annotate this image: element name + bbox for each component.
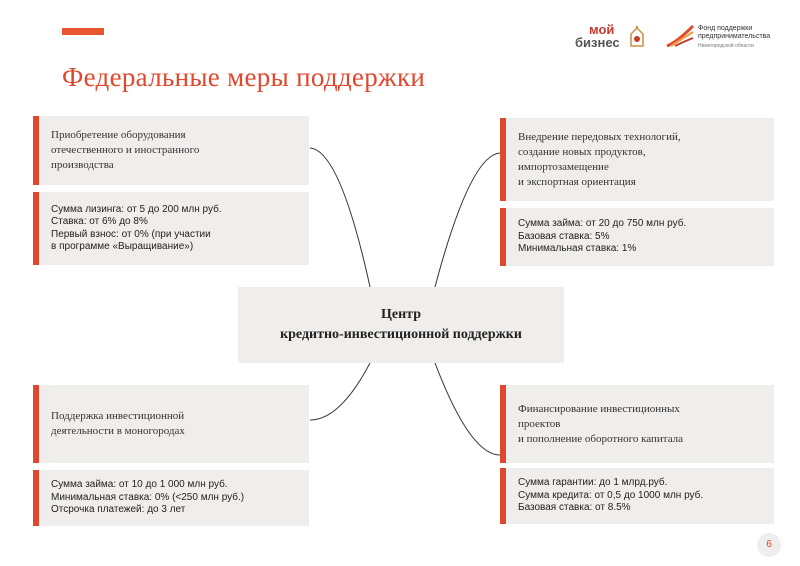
center-title-line1: Центр [380, 307, 421, 322]
fund-logo-line1: Фонд поддержки [698, 25, 753, 32]
block-technology-detail-line: Сумма займа: от 20 до 750 млн руб. [518, 218, 687, 230]
block-financing-heading-line: и пополнение оборотного капитала [518, 432, 684, 445]
block-monotowns-detail-line: Сумма займа: от 10 до 1 000 млн руб. [51, 479, 228, 491]
block-technology-detail-line: Базовая ставка: 5% [518, 230, 610, 242]
block-financing-heading-line: Финансирование инвестиционных [518, 402, 680, 415]
block-monotowns-detail-line: Отсрочка платежей: до 3 лет [51, 504, 186, 516]
block-equipment-heading-line: производства [51, 159, 114, 171]
connector-line-top-right [435, 153, 500, 287]
page-title: Федеральные меры поддержки [62, 62, 426, 92]
block-financing-detail-line: Сумма гарантии: до 1 млрд.руб. [518, 477, 668, 489]
page-number: 6 [757, 533, 781, 557]
block-equipment-detail-line: Сумма лизинга: от 5 до 200 млн руб. [51, 203, 222, 215]
block-technology-heading-line: и экспортная ориентация [518, 175, 636, 188]
block-technology-details [500, 208, 774, 266]
connector-line-top-left [310, 148, 370, 287]
block-monotowns-heading-line: деятельности в моногородах [51, 425, 185, 437]
block-technology-heading-line: создание новых продуктов, [518, 145, 646, 158]
block-monotowns-heading-line: Поддержка инвестиционной [51, 410, 185, 422]
block-financing-details [500, 468, 774, 524]
block-equipment-detail-line: Первый взнос: от 0% (при участии [51, 228, 211, 240]
block-technology-heading-line: импортозамещение [518, 160, 609, 173]
connector-line-bottom-right [435, 363, 500, 455]
block-equipment-heading-line: отечественного и иностранного [51, 144, 200, 156]
block-equipment-heading [33, 116, 309, 185]
fund-logo-line2: предпринимательства [698, 33, 771, 40]
block-financing-heading [500, 385, 774, 463]
block-financing-detail-line: Базовая ставка: от 8.5% [518, 502, 631, 514]
block-equipment-detail-line: Ставка: от 6% до 8% [51, 216, 148, 227]
block-monotowns-detail-line: Минимальная ставка: 0% (<250 млн руб.) [51, 491, 245, 503]
block-equipment-detail-line: в программе «Выращивание») [51, 241, 194, 252]
center-block [238, 287, 564, 363]
moi-biznes-logo-word2: бизнес [575, 35, 620, 50]
block-financing-detail-line: Сумма кредита: от 0,5 до 1000 млн руб. [518, 489, 704, 501]
block-technology-heading [500, 118, 774, 201]
block-financing-heading-line: проектов [518, 417, 561, 430]
center-title-line2: кредитно-инвестиционной поддержки [280, 327, 522, 342]
block-technology-heading-line: Внедрение передовых технологий, [518, 130, 681, 143]
connector-line-bottom-left [310, 363, 370, 420]
block-monotowns-heading [33, 385, 309, 463]
block-equipment-heading-line: Приобретение оборудования [51, 129, 186, 141]
block-technology-detail-line: Минимальная ставка: 1% [518, 243, 637, 255]
block-equipment-details [33, 192, 309, 265]
fund-logo-line3: Нижегородской области [698, 43, 754, 49]
moi-biznes-logo-word1: мой [589, 22, 615, 37]
block-monotowns-details [33, 470, 309, 526]
